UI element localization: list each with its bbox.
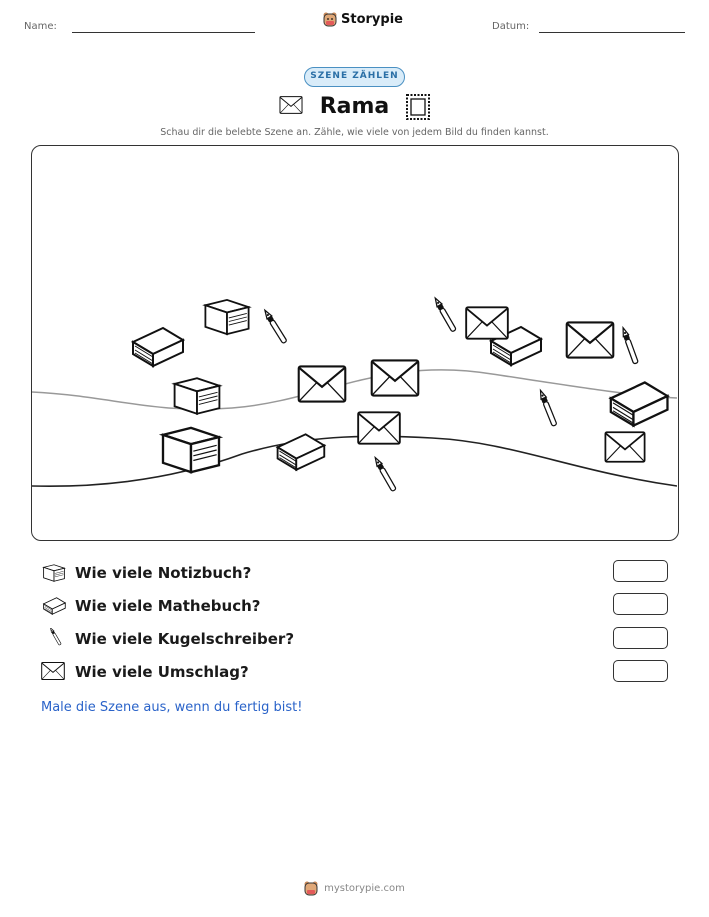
- answer-box-pen[interactable]: [613, 627, 668, 649]
- pen-3: [620, 327, 638, 364]
- notebook-2: [175, 378, 220, 413]
- scene-illustration: [32, 146, 677, 539]
- instruction-text: Schau dir die belebte Szene an. Zähle, wie viele von jedem Bild du finden kannst.: [160, 127, 549, 138]
- notebook-icon: [41, 562, 67, 584]
- activity-badge: SZENE ZÄHLEN: [304, 67, 405, 87]
- envelope-2: [372, 360, 419, 395]
- name-line[interactable]: [72, 32, 255, 33]
- envelope-3: [358, 412, 400, 443]
- envelope-icon: [41, 661, 67, 683]
- answer-box-math-book[interactable]: [613, 593, 668, 615]
- question-text: Wie viele Notizbuch?: [75, 564, 252, 582]
- pen-icon: [41, 628, 67, 650]
- envelope-5: [567, 322, 614, 357]
- envelope-6: [605, 432, 644, 462]
- date-line[interactable]: [539, 32, 685, 33]
- name-label: Name:: [24, 21, 57, 32]
- footer: [0, 881, 709, 896]
- scene-frame: [31, 145, 679, 541]
- footer-url: mystorypie.com: [324, 883, 405, 894]
- pen-4: [538, 389, 557, 426]
- date-label: Datum:: [492, 21, 530, 32]
- answer-box-notebook[interactable]: [613, 560, 668, 582]
- coloring-note: Male die Szene aus, wenn du fertig bist!: [41, 700, 303, 715]
- stamp-icon: [405, 93, 431, 121]
- bear-mascot-icon: [304, 881, 318, 896]
- question-row: [41, 562, 251, 584]
- question-row: [41, 661, 249, 683]
- math-book-icon: [41, 595, 67, 617]
- notebook-1: [205, 300, 248, 334]
- question-text: Wie viele Umschlag?: [75, 663, 249, 681]
- question-text: Wie viele Kugelschreiber?: [75, 630, 295, 648]
- page-title: Rama: [319, 94, 390, 119]
- bear-mascot-icon: [323, 12, 337, 27]
- upper-ground-line: [32, 370, 677, 409]
- pen-1: [263, 309, 288, 344]
- pen-5: [373, 456, 397, 492]
- envelope-4: [466, 307, 508, 338]
- notebook-3: [163, 428, 219, 472]
- question-row: [41, 628, 294, 650]
- book-4: [611, 382, 668, 425]
- question-row: [41, 595, 260, 617]
- brand-logo: [323, 12, 403, 27]
- brand-name: Storypie: [341, 12, 403, 27]
- lower-ground-line: [32, 436, 677, 486]
- book-1: [133, 328, 183, 366]
- envelope-1: [299, 366, 346, 401]
- answer-box-envelope[interactable]: [613, 660, 668, 682]
- question-text: Wie viele Mathebuch?: [75, 597, 261, 615]
- pen-2: [433, 297, 457, 333]
